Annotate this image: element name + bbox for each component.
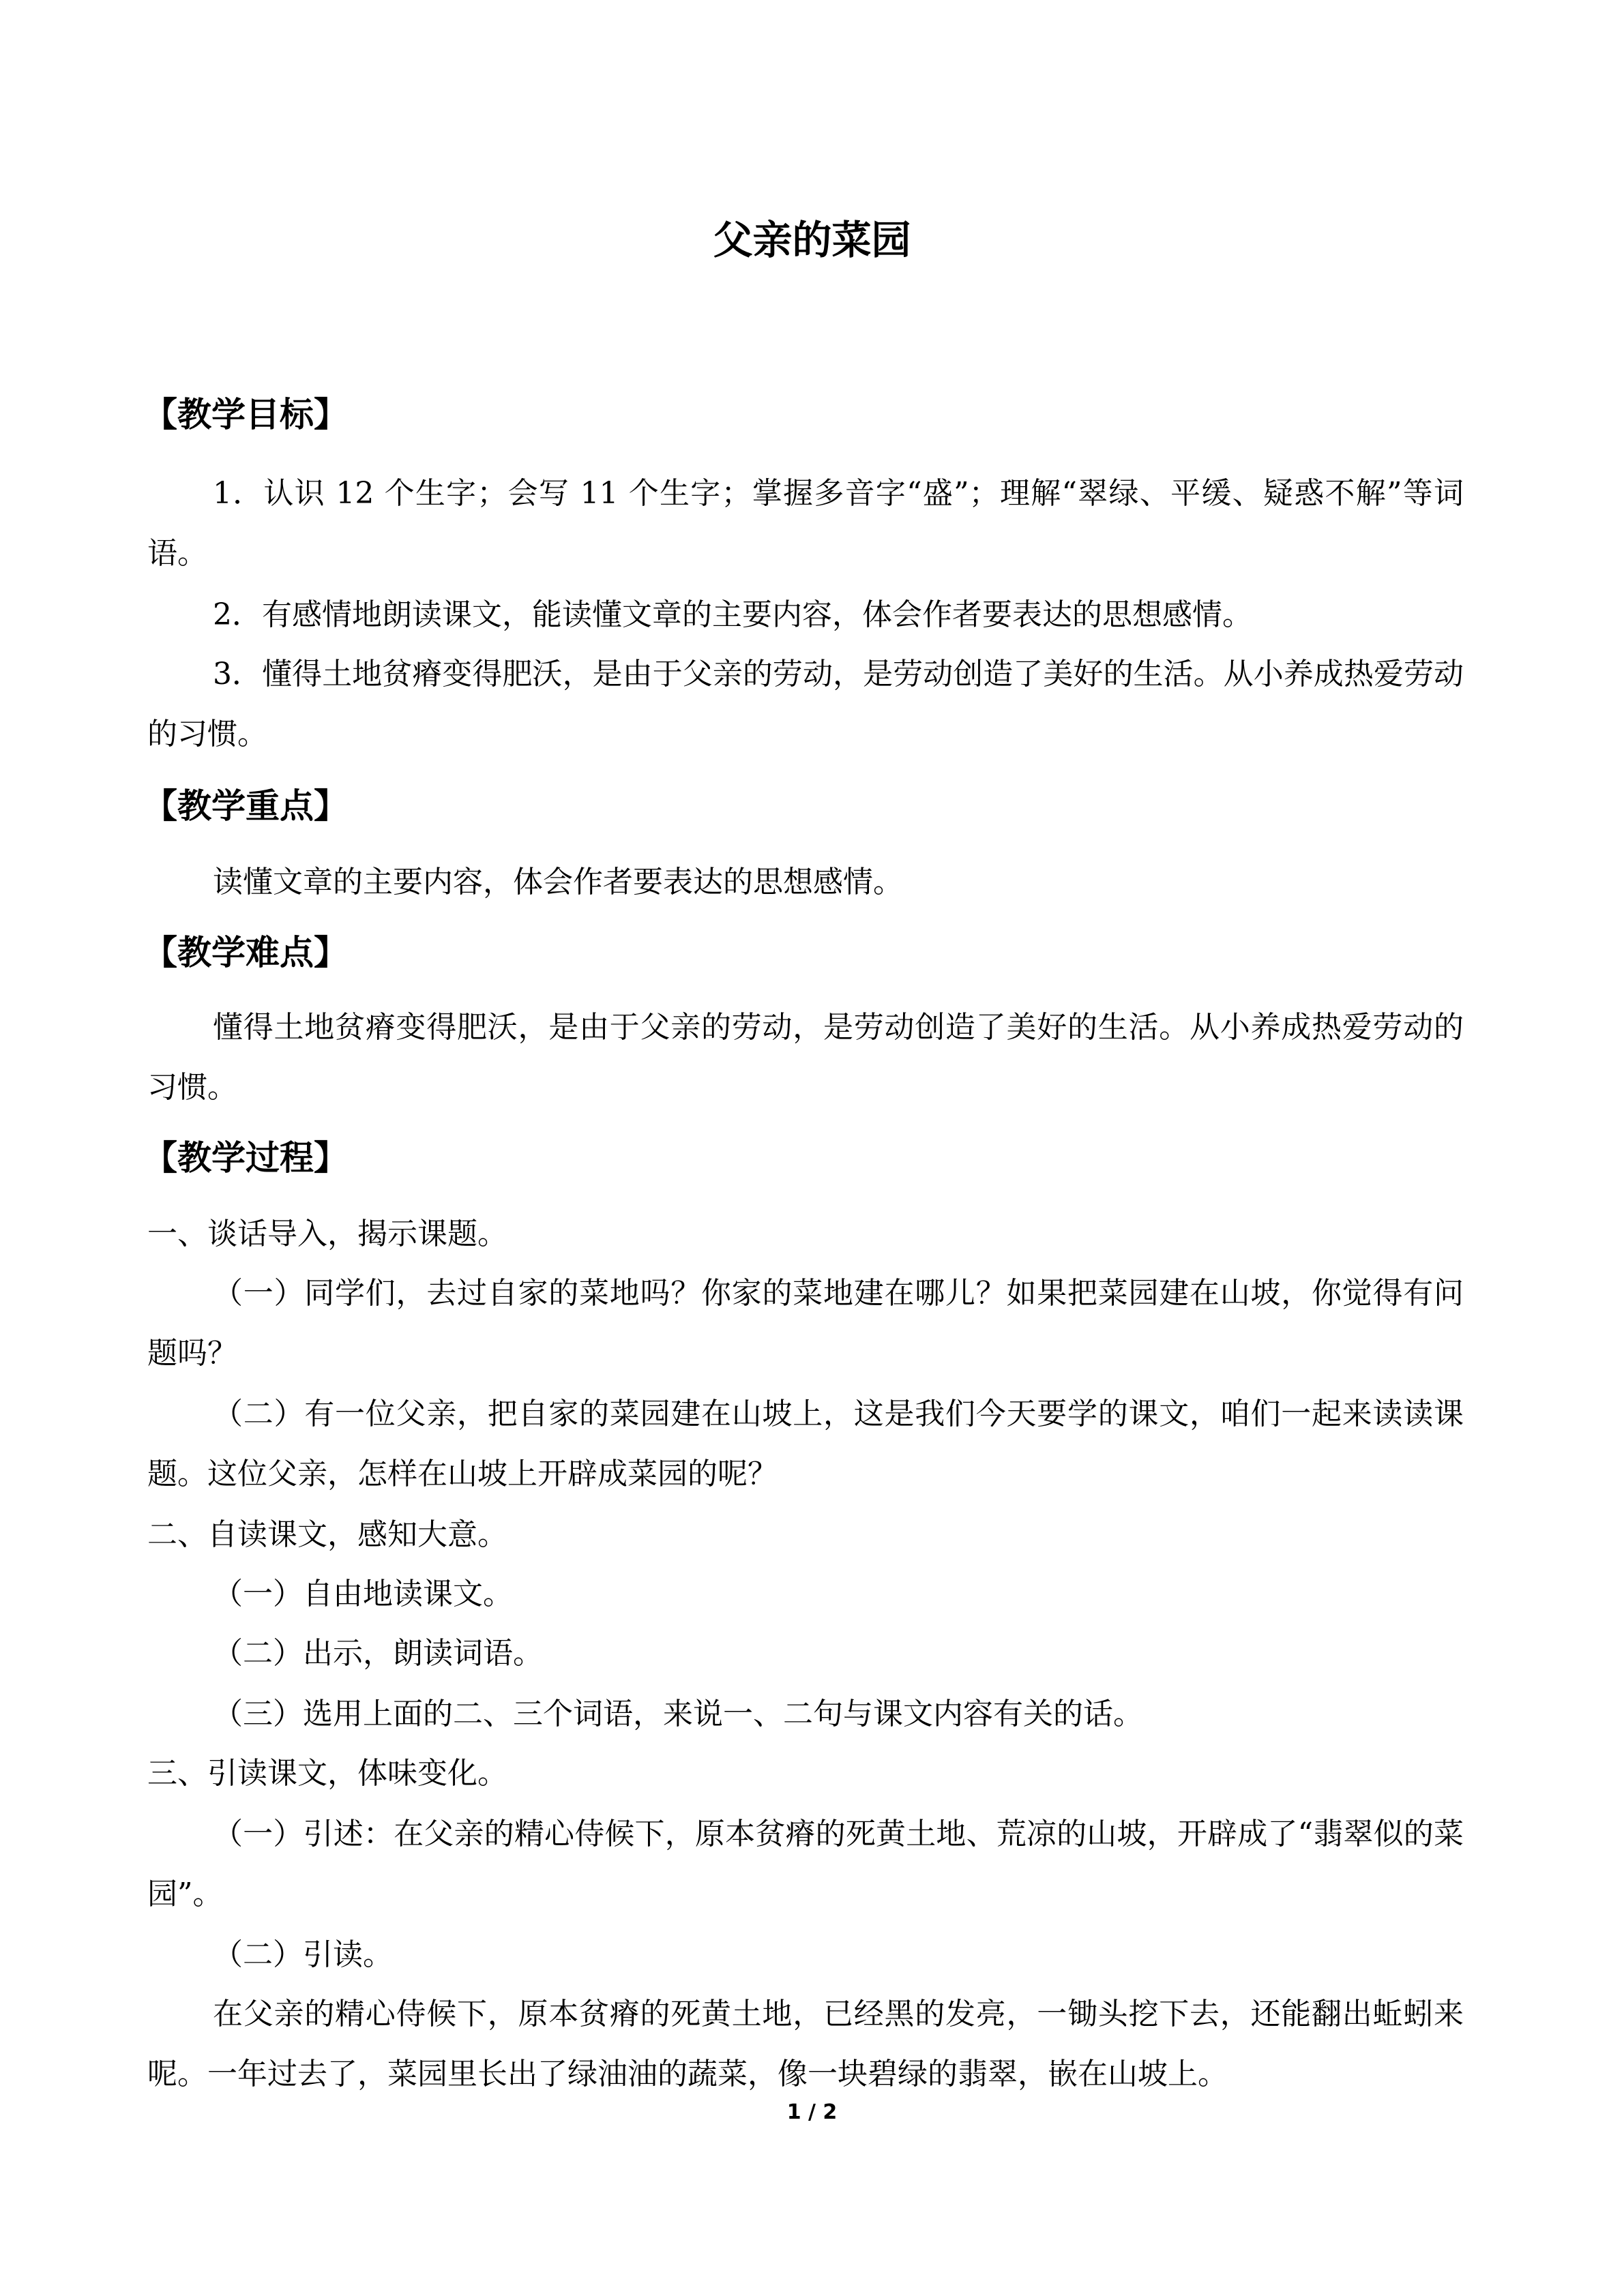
process-step-1: 一、谈话导入，揭示课题。 — [147, 1217, 507, 1251]
process-step-3-2: （二）引读。 — [213, 1937, 393, 1972]
difficulty-heading: 【教学难点】 — [143, 933, 348, 972]
document-title: 父亲的菜园 — [713, 217, 911, 263]
key-points-heading: 【教学重点】 — [143, 786, 348, 826]
process-step-1-1: （一）同学们，去过自家的菜地吗？你家的菜地建在哪儿？如果把菜园建在山坡，你觉得有问题吗？ — [147, 1276, 1464, 1371]
process-step-2-3: （三）选用上面的二、三个词语，来说一、二句与课文内容有关的话。 — [213, 1697, 1143, 1731]
process-step-2: 二、自读课文，感知大意。 — [147, 1517, 507, 1552]
goal-item-2: 2．有感情地朗读课文，能读懂文章的主要内容，体会作者要表达的思想感情。 — [213, 597, 1252, 632]
goal-item-3: 3．懂得土地贫瘠变得肥沃，是由于父亲的劳动，是劳动创造了美好的生活。从小养成热爱劳动的习惯。 — [147, 657, 1464, 751]
key-points-text: 读懂文章的主要内容，体会作者要表达的思想感情。 — [213, 865, 903, 899]
goals-heading: 【教学目标】 — [143, 395, 348, 434]
process-step-3: 三、引读课文，体味变化。 — [147, 1756, 507, 1791]
process-step-2-1: （一）自由地读课文。 — [213, 1577, 513, 1611]
difficulty-text: 懂得土地贫瘠变得肥沃，是由于父亲的劳动，是劳动创造了美好的生活。从小养成热爱劳动的习惯。 — [147, 1010, 1464, 1105]
page-number: 1 / 2 — [786, 2100, 838, 2124]
process-heading: 【教学过程】 — [143, 1138, 348, 1178]
process-step-1-2: （二）有一位父亲，把自家的菜园建在山坡上，这是我们今天要学的课文，咱们一起来读读课题。这位父亲，怎样在山坡上开辟成菜园的呢？ — [147, 1397, 1464, 1491]
process-step-2-2: （二）出示，朗读词语。 — [213, 1636, 543, 1671]
goal-item-1: 1．认识 12 个生字；会写 11 个生字；掌握多音字“盛”；理解“翠绿、平缓、疑惑不解”等词语。 — [147, 476, 1464, 571]
process-step-3-2-text: 在父亲的精心侍候下，原本贫瘠的死黄土地，已经黑的发亮，一锄头挖下去，还能翻出蚯蚓来呢。一年过去了，菜园里长出了绿油油的蔬菜，像一块碧绿的翡翠，嵌在山坡上。 — [147, 1997, 1464, 2091]
process-step-3-1: （一）引述：在父亲的精心侍候下，原本贫瘠的死黄土地、荒凉的山坡，开辟成了“翡翠似的菜园”。 — [147, 1817, 1464, 1911]
